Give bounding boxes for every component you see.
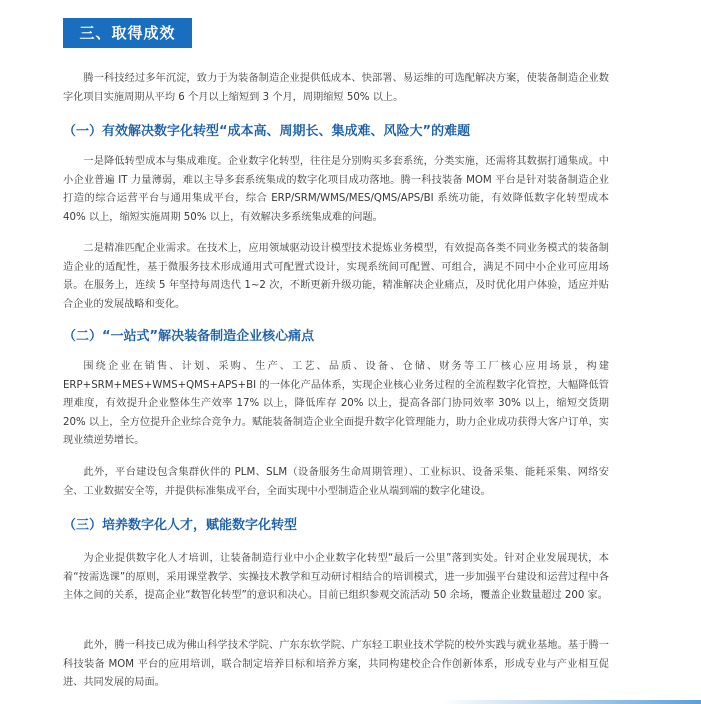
subsection-1-paragraph-1: 一是降低转型成本与集成难度。企业数字化转型，往往是分别购买多套系统，分类实施，还需将其数据打通集成。中小企业普遍 IT 力量薄弱，难以主导多套系统集成的数字化项目成功落地。腾一科技装备 MOM 平台是针对装备制造企业打造的综合运营平台与通用集成平台，综合 ERP/SRM/WMS/MES/QMS/APS/BI 系统功能，有效降低数字化转型成本 40% 以上，缩短实施周期 50% 以上，有效解决多系统集成难的问题。 <box>63 156 609 223</box>
subsection-2-paragraph-2: 此外，平台建设包含集群伙伴的 PLM、SLM（设备服务生命周期管理）、工业标识、设备采集、能耗采集、网络安全、工业数据安全等，并提供标准集成平台，全面实现中小型制造企业从端到端的数字化建设。 <box>63 467 609 497</box>
section-title-badge: 三、取得成效 <box>63 18 192 48</box>
decorative-footer-strip <box>440 700 701 704</box>
subsection-3-paragraph-1: 为企业提供数字化人才培训，让装备制造行业中小企业数字化转型“最后一公里”落到实处。针对企业发展现状，本着“按需选课”的原则，采用课堂教学、实操技术教学和互动研讨相结合的培训模式，进一步加强平台建设和运营过程中各主体之间的关系，提高企业“数智化转型”的意识和决心。目前已组织参观交流活动 50 余场，覆盖企业数量超过 200 家。 <box>63 553 609 601</box>
subsection-1-paragraph-2: 二是精准匹配企业需求。在技术上，应用领域驱动设计模型技术提炼业务模型，有效提高各类不同业务模式的装备制造企业的适配性，基于微服务技术形成通用式可配置式设计，实现系统间可配置、可组合，满足不同中小企业可应用场景。在服务上，连续 5 年坚持每周迭代 1~2 次，不断更新升级功能，精准解决企业痛点，及时优化用户体验，适应并贴合企业的发展战略和变化。 <box>63 243 609 310</box>
subsection-3-paragraph-2: 此外，腾一科技已成为佛山科学技术学院、广东东软学院、广东轻工职业技术学院的校外实践与就业基地。基于腾一科技装备 MOM 平台的应用培训，联合制定培养目标和培养方案，共同构建校企合作创新体系，形成专业与产业相互促进、共同发展的局面。 <box>63 640 609 688</box>
intro-paragraph: 腾一科技经过多年沉淀，致力于为装备制造企业提供低成本、快部署、易运维的可选配解决方案，使装备制造企业数字化项目实施周期从平均 6 个月以上缩短到 3 个月，周期缩短 50% 以上。 <box>63 73 609 103</box>
subsection-3-heading: （三）培养数字化人才，赋能数字化转型 <box>63 518 298 533</box>
subsection-1-heading: （一）有效解决数字化转型“成本高、周期长、集成难、风险大”的难题 <box>63 124 471 139</box>
subsection-2-paragraph-1: 围绕企业在销售、计划、采购、生产、工艺、品质、设备、仓储、财务等工厂核心应用场景，构建 ERP+SRM+MES+WMS+QMS+APS+BI 的一体化产品体系，实现企业核心业务过程的全流程数字化管控，大幅降低管理难度，有效提升企业整体生产效率 17% 以上，降低库存 20% 以上，提高各部门协同效率 30% 以上，缩短交货期 20% 以上，全方位提升企业综合竞争力。赋能装备制造企业全面提升数字化管理能力，助力企业成功获得大客户订单，实现业绩逆势增长。 <box>63 361 609 446</box>
subsection-2-heading: （二）“一站式”解决装备制造企业核心痛点 <box>63 329 315 344</box>
